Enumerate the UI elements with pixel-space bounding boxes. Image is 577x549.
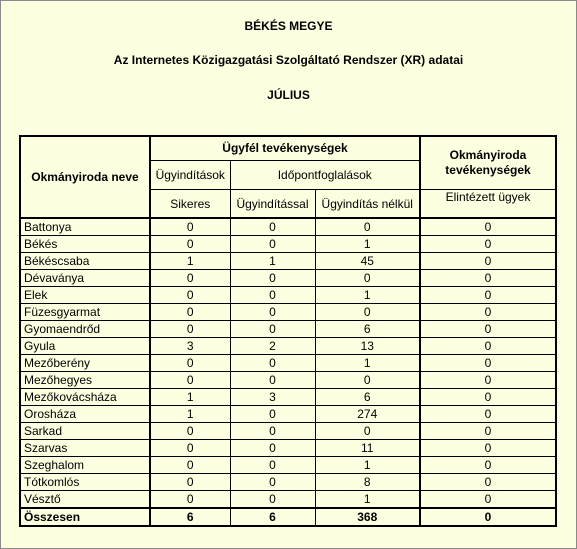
table-row [20,321,556,338]
office-name-cell: Füzesgyarmat [20,304,150,321]
with-cell: 0 [230,491,315,509]
success-cell: 0 [150,321,230,338]
month-title: JÚLIUS [267,88,310,102]
table-row [20,440,556,457]
with-cell: 0 [230,457,315,474]
done-cell: 0 [420,491,556,509]
without-cell: 6 [315,321,420,338]
without-cell: 0 [315,270,420,287]
table-row [20,423,556,440]
booking-header: Időpontfoglalások [230,160,420,190]
success-cell: 0 [150,287,230,304]
with-cell: 0 [230,270,315,287]
without-cell: 1 [315,355,420,372]
total-success-cell: 6 [150,508,230,526]
county-title: BÉKÉS MEGYE [244,19,333,33]
done-cell: 0 [420,389,556,406]
office-name-cell: Békés [20,236,150,253]
total-row [20,508,556,526]
success-cell: 0 [150,236,230,253]
without-cell: 0 [315,423,420,440]
success-cell: 0 [150,474,230,491]
report-subtitle: Az Internetes Közigazgatási Szolgáltató Rendszer (XR) adatai [113,53,464,67]
done-cell: 0 [420,338,556,355]
done-cell: 0 [420,457,556,474]
success-cell: 0 [150,457,230,474]
office-name-cell: Mezőkovácsháza [20,389,150,406]
with-cell: 0 [230,406,315,423]
without-cell: 13 [315,338,420,355]
success-cell: 0 [150,355,230,372]
table-row [20,372,556,389]
success-cell: 0 [150,440,230,457]
table-row [20,270,556,287]
office-name-cell: Battonya [20,218,150,236]
with-cell: 0 [230,287,315,304]
table-row [20,236,556,253]
total-without-cell: 368 [315,508,420,526]
without-cell: 274 [315,406,420,423]
success-cell: 0 [150,218,230,236]
with-cell: 1 [230,253,315,270]
office-name-cell: Szeghalom [20,457,150,474]
done-cell: 0 [420,304,556,321]
done-cell: 0 [420,270,556,287]
success-cell: 0 [150,270,230,287]
with-cell: 0 [230,474,315,491]
with-case-header: Ügyindítással [230,190,315,218]
office-name-cell: Mezőberény [20,355,150,372]
office-name-cell: Vésztő [20,491,150,509]
without-cell: 1 [315,287,420,304]
without-cell: 0 [315,372,420,389]
table-row [20,338,556,355]
success-cell: 1 [150,406,230,423]
without-case-header: Ügyindítás nélkül [315,190,420,218]
done-cell: 0 [420,321,556,338]
with-cell: 0 [230,236,315,253]
with-cell: 0 [230,304,315,321]
office-activities-header [420,136,556,190]
total-label: Összesen [20,508,150,526]
table-row [20,287,556,304]
table-row [20,218,556,236]
done-cell: 0 [420,423,556,440]
without-cell: 1 [315,491,420,509]
table-row [20,304,556,321]
table-row [20,355,556,372]
done-cell: 0 [420,287,556,304]
office-name-header: Okmányiroda neve [20,136,150,218]
without-cell: 8 [315,474,420,491]
without-cell: 1 [315,457,420,474]
office-name-cell: Tótkomlós [20,474,150,491]
office-name-cell: Szarvas [20,440,150,457]
table-row [20,457,556,474]
without-cell: 0 [315,218,420,236]
done-cell: 0 [420,218,556,236]
office-name-cell: Dévaványa [20,270,150,287]
office-name-cell: Gyomaendrőd [20,321,150,338]
office-name-cell: Orosháza [20,406,150,423]
done-header: Elintézett ügyek [420,190,556,218]
done-cell: 0 [420,440,556,457]
done-cell: 0 [420,355,556,372]
table-row [20,253,556,270]
without-cell: 1 [315,236,420,253]
success-cell: 0 [150,304,230,321]
without-cell: 45 [315,253,420,270]
done-cell: 0 [420,372,556,389]
success-cell: 3 [150,338,230,355]
with-cell: 0 [230,440,315,457]
with-cell: 2 [230,338,315,355]
office-activities-label: Okmányiroda tevékenységek [445,148,531,178]
total-done-cell: 0 [420,508,556,526]
done-cell: 0 [420,406,556,423]
without-cell: 6 [315,389,420,406]
cases-header: Ügyindítások [150,160,230,190]
done-cell: 0 [420,236,556,253]
table-row [20,474,556,491]
total-with-cell: 6 [230,508,315,526]
table-row [20,389,556,406]
with-cell: 0 [230,218,315,236]
table-row [20,406,556,423]
office-name-cell: Békéscsaba [20,253,150,270]
with-cell: 0 [230,355,315,372]
success-cell: 0 [150,491,230,509]
without-cell: 11 [315,440,420,457]
table-row [20,491,556,509]
office-name-cell: Gyula [20,338,150,355]
with-cell: 0 [230,321,315,338]
with-cell: 0 [230,372,315,389]
with-cell: 0 [230,423,315,440]
success-cell: 1 [150,389,230,406]
without-cell: 0 [315,304,420,321]
done-cell: 0 [420,474,556,491]
office-name-cell: Elek [20,287,150,304]
client-activities-header: Ügyfél tevékenységek [150,136,420,160]
office-name-cell: Mezőhegyes [20,372,150,389]
success-cell: 0 [150,372,230,389]
success-cell: 1 [150,253,230,270]
success-header: Sikeres [150,190,230,218]
office-name-cell: Sarkad [20,423,150,440]
done-cell: 0 [420,253,556,270]
statistics-table [19,135,557,527]
with-cell: 3 [230,389,315,406]
success-cell: 0 [150,423,230,440]
